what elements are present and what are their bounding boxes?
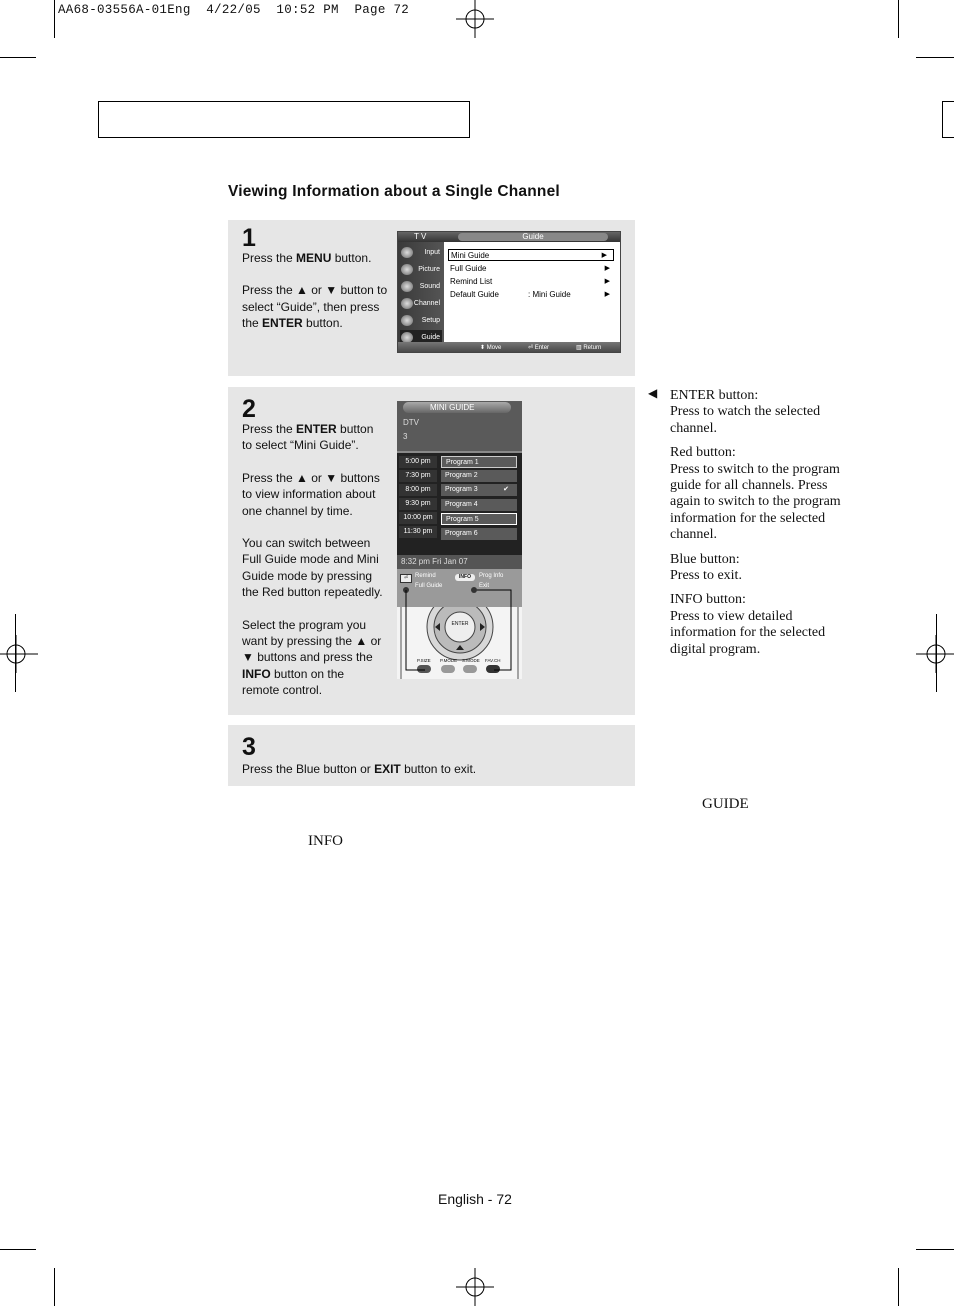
info-label: INFO — [308, 833, 344, 849]
time-slot: 10:00 pm — [399, 512, 437, 524]
menu-row-default-guide: Default Guide : Mini Guide ▶ — [450, 290, 610, 299]
crop-mark — [0, 1249, 36, 1250]
crop-mark — [898, 0, 899, 38]
program-item: Program 5 — [441, 513, 517, 525]
current-datetime: 8:32 pm Fri Jan 07 — [401, 557, 468, 566]
page-footer: English - 72 — [438, 1191, 512, 1207]
program-item: Program 3 ✔ — [441, 484, 517, 496]
prog-info-label: Prog Info — [479, 573, 504, 579]
guide-label: GUIDE — [702, 796, 749, 812]
picture-icon — [401, 264, 413, 275]
registration-mark-icon — [916, 635, 954, 673]
remote-button-label: P.SIZE — [417, 658, 431, 663]
time-slot: 9:30 pm — [399, 498, 437, 510]
sound-icon — [401, 281, 413, 292]
section-title: Viewing Information about a Single Channel — [228, 183, 560, 200]
registration-mark-icon — [456, 0, 494, 38]
print-header: AA68-03556A-01Eng 4/22/05 10:52 PM Page 72 — [58, 3, 410, 17]
chapter-tab — [942, 101, 954, 138]
registration-mark-icon — [456, 1268, 494, 1306]
registration-mark-icon — [0, 635, 38, 673]
step-number: 1 — [242, 224, 256, 252]
menu-row-remind-list: Remind List ▶ — [450, 277, 610, 286]
return-hint: ▥ Return — [576, 345, 602, 351]
remote-button-label: FAV.CH — [485, 658, 501, 663]
callout-lines — [397, 585, 522, 675]
program-item: Program 1 — [441, 456, 517, 468]
menu-row-mini-guide: Mini Guide ▶ — [448, 249, 614, 261]
crop-mark — [54, 0, 55, 38]
step-number: 3 — [242, 733, 256, 761]
remote-button-label: S.MODE — [462, 658, 480, 663]
full-guide-label: Full Guide — [415, 583, 443, 589]
channel-number: 3 — [403, 432, 408, 441]
program-item: Program 6 — [441, 528, 517, 540]
crop-mark — [916, 1249, 954, 1250]
move-hint: ⬍ Move — [480, 345, 502, 351]
step-1-text: Press the MENU button. Press the ▲ or ▼ button to select “Guide”, then press the ENTER button. — [242, 251, 388, 331]
bullet-arrow-icon: ◀ — [648, 386, 658, 400]
tv-guide-menu-screenshot: T V Guide Input Picture Sound Channel Setup Guide Mini Guide ▶ Full Guide ▶ Remind List ▶ Default Guide : Mini Guide ▶ ⬍ Move ⏎ Enter ▥ Return — [397, 231, 621, 353]
step-2-text: Press the ENTER button to select “Mini Guide”. Press the ▲ or ▼ buttons to view information about one channel by time. You can switch between Full Guide mode and Mini Guide mode by pressing the Red button repeatedly. Select the program you want by pressing the ▲ or ▼ buttons and press the INFO button on the remote control. — [242, 422, 383, 698]
remind-icon: ⏎ — [400, 574, 412, 583]
checkmark-icon: ✔ — [503, 486, 509, 493]
exit-label: Exit — [479, 583, 490, 589]
crop-mark — [936, 614, 937, 692]
menu-row-full-guide: Full Guide ▶ — [450, 264, 610, 273]
mini-guide-screenshot — [397, 401, 522, 607]
channel-icon — [401, 298, 413, 309]
button-notes: ENTER button: Press to watch the selected channel. Red button: Press to switch to the program guide for all channels. Press again to switch to the program information for the selected channel. Blue button: Press to exit. INFO button: Press to view detailed information for the selected digital program. — [670, 388, 841, 657]
crop-mark — [898, 1268, 899, 1306]
crop-mark — [54, 1268, 55, 1306]
time-slot: 5:00 pm — [399, 456, 437, 468]
input-icon — [401, 247, 413, 258]
step-number: 2 — [242, 395, 256, 423]
time-slot: 11:30 pm — [399, 526, 437, 538]
setup-icon — [401, 315, 413, 326]
crop-mark — [916, 57, 954, 58]
enter-hint: ⏎ Enter — [528, 345, 550, 351]
time-slot: 8:00 pm — [399, 484, 437, 496]
program-item: Program 4 — [441, 499, 517, 511]
remote-button-label: P.MODE — [440, 658, 458, 663]
time-slot: 7:30 pm — [399, 470, 437, 482]
chapter-title-box — [98, 101, 470, 138]
crop-mark — [0, 57, 36, 58]
step-3-text: Press the Blue button or EXIT button to exit. — [242, 762, 477, 776]
remind-label: Remind — [415, 573, 436, 579]
info-badge: INFO — [455, 574, 475, 581]
tv-menu-title: Guide — [522, 232, 544, 241]
program-item: Program 2 — [441, 470, 517, 482]
tv-label: T V — [414, 232, 427, 241]
channel-type: DTV — [403, 418, 419, 427]
enter-button: ENTER — [451, 621, 469, 627]
mini-guide-title: MINI GUIDE — [430, 403, 475, 412]
crop-mark — [15, 614, 16, 692]
